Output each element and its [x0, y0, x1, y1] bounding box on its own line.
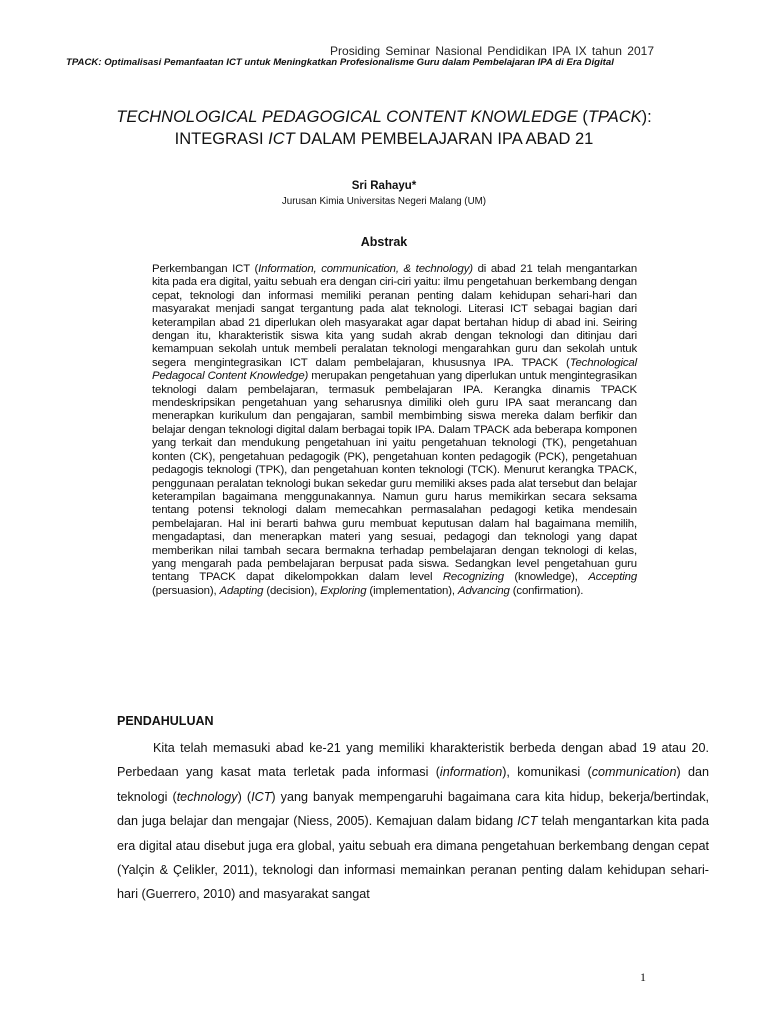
title-line-1: [0, 106, 768, 128]
title-line-2: [0, 128, 768, 150]
author-affiliation: Jurusan Kimia Universitas Negeri Malang (UM): [281, 196, 487, 207]
text-run: (implementation),: [366, 584, 458, 597]
text-run: (persuasion),: [152, 584, 220, 597]
text-run: Perkembangan ICT (: [152, 263, 259, 275]
title-part: INTEGRASI: [174, 130, 269, 148]
text-run: Kita telah memasuki abad ke-21 yang memiliki kharakteristik berbeda dengan abad 19 atau 20. Perbedaan yang kasat mata terletak pada informasi (: [117, 741, 709, 780]
text-run: Recognizing: [442, 571, 504, 584]
abstract-paragraph: [152, 263, 637, 598]
text-run: Exploring: [320, 584, 367, 597]
text-run: Adapting: [219, 584, 264, 597]
title-part: DALAM PEMBELAJARAN IPA ABAD 21: [294, 130, 594, 148]
page-number: 1: [640, 970, 646, 984]
text-run: technology: [176, 789, 238, 804]
text-run: di abad 21 telah mengantarkan kita pada era digital, yaitu sebuah era dengan ciri-ciri yaitu: ilmu pengetahuan berkembang dengan cepat, teknologi dan informasi memiliki peranan penting dalam kehidupan sehari-hari dan masyarakat menjadi sangat tergantung pada alat teknologi. Literasi ICT sebagai bagian dari keterampilan abad 21 diperlukan oleh masyarakat agar dapat bertahan hidup di abad ini. Seiring dengan itu, kharakteristik siswa kita yang sudah akrab dengan teknologi dan ditinjau dari kemampuan sekolah untuk membeli peralatan teknologi mengarahkan guru dan sekolah untuk segera mengintegrasikan ICT dalam pembelajaran, khususnya IPA. TPACK (: [152, 263, 638, 369]
title-part: TPACK: [587, 108, 642, 126]
text-run: ICT: [251, 789, 272, 804]
text-run: Advancing: [457, 584, 510, 597]
text-run: Technological Pedagocal Content Knowledge): [152, 356, 637, 383]
text-run: ICT: [517, 814, 538, 829]
section-heading: PENDAHULUAN: [117, 714, 214, 728]
text-run: ), komunikasi (: [502, 765, 592, 780]
abstract-heading: Abstrak: [360, 235, 408, 249]
title-part: ):: [641, 108, 652, 126]
text-run: (knowledge),: [503, 571, 589, 584]
abstract-body: [152, 263, 637, 598]
text-run: (confirmation).: [509, 584, 584, 597]
text-run: communication: [591, 765, 677, 780]
title-part: (: [577, 108, 588, 126]
text-run: ) yang banyak mempengaruhi bagaimana cara kita hidup, bekerja/bertindak, dan juga belajar dan mengajar (Niess, 2005). Kemajuan dalam bidang: [117, 789, 709, 829]
running-header-theme: TPACK: Optimalisasi Pemanfaatan ICT untuk Meningkatkan Profesionalisme Guru dalam Pembelajaran IPA di Era Digital: [66, 57, 614, 68]
section-body: [117, 736, 709, 907]
text-run: (decision),: [263, 584, 321, 597]
text-run: Accepting: [588, 571, 638, 584]
text-run: Information, communication, & technology): [258, 263, 473, 275]
running-header-proceedings: Prosiding Seminar Nasional Pendidikan IPA IX tahun 2017: [330, 44, 654, 58]
text-run: ) dan teknologi (: [117, 765, 709, 804]
text-run: telah mengantarkan kita pada era digital atau disebut juga era global, yaitu sebuah era dimana pengetahuan berkembang dengan cepat (Yalçin & Çelikler, 2011), teknologi dan informasi memainkan peranan penting dalam kehidupan sehari-hari (Guerrero, 2010) and masyarakat sangat: [117, 814, 710, 902]
body-paragraph: [117, 736, 709, 907]
title-part: TECHNOLOGICAL PEDAGOGICAL CONTENT KNOWLEDGE: [116, 108, 578, 126]
text-run: ) (: [237, 789, 252, 804]
text-run: information: [439, 765, 503, 780]
title-part: ICT: [268, 130, 295, 148]
text-run: merupakan pengetahuan yang diperlukan untuk mengintegrasikan teknologi dalam pembelajaran, termasuk pembelajaran IPA. Kerangka dinamis TPACK mendeskripsikan pengetahuan yang seharusnya dimiliki oleh guru IPA saat merancang dan menerapkan kurikulum dan pengajaran, sambil membimbing siswa mereka dalam berfikir dan belajar dengan teknologi digital dalam berbagai topik IPA. Dalam TPACK ada beberapa komponen yang terkait dan mendukung pengetahuan ini yaitu pengetahuan teknologi (TK), pengetahuan konten (CK), pengetahuan pedagogik (PK), pengetahuan konten pedagogik (PCK), pengetahuan pedagogis teknologi (TPK), dan pengetahuan konten teknologi (TCK). Menurut kerangka TPACK, penggunaan peralatan teknologi bukan sekedar guru memiliki akses pada alat tersebut dan belajar keterampilan bagaimana menggunakannya. Namun guru harus memikirkan secara seksama tentang potensi teknologi dalam memecahkan permasalahan pedagogi ketika mendesain pembelajaran. Hal ini berarti bahwa guru membuat keputusan dalam hal bagaimana memilih, mengadaptasi, dan menerapkan materi yang sesuai, pedagogi dan teknologi yang dapat memberikan nilai tambah secara bermakna terhadap pembelajaran dengan teknologi di kelas, yang mengarah pada pembelajaran berpusat pada siswa. Sedangkan level pengetahuan guru tentang TPACK dapat dikelompokkan dalam level: [152, 370, 637, 584]
paper-title: [0, 106, 768, 150]
author-name: Sri Rahayu*: [351, 180, 417, 192]
